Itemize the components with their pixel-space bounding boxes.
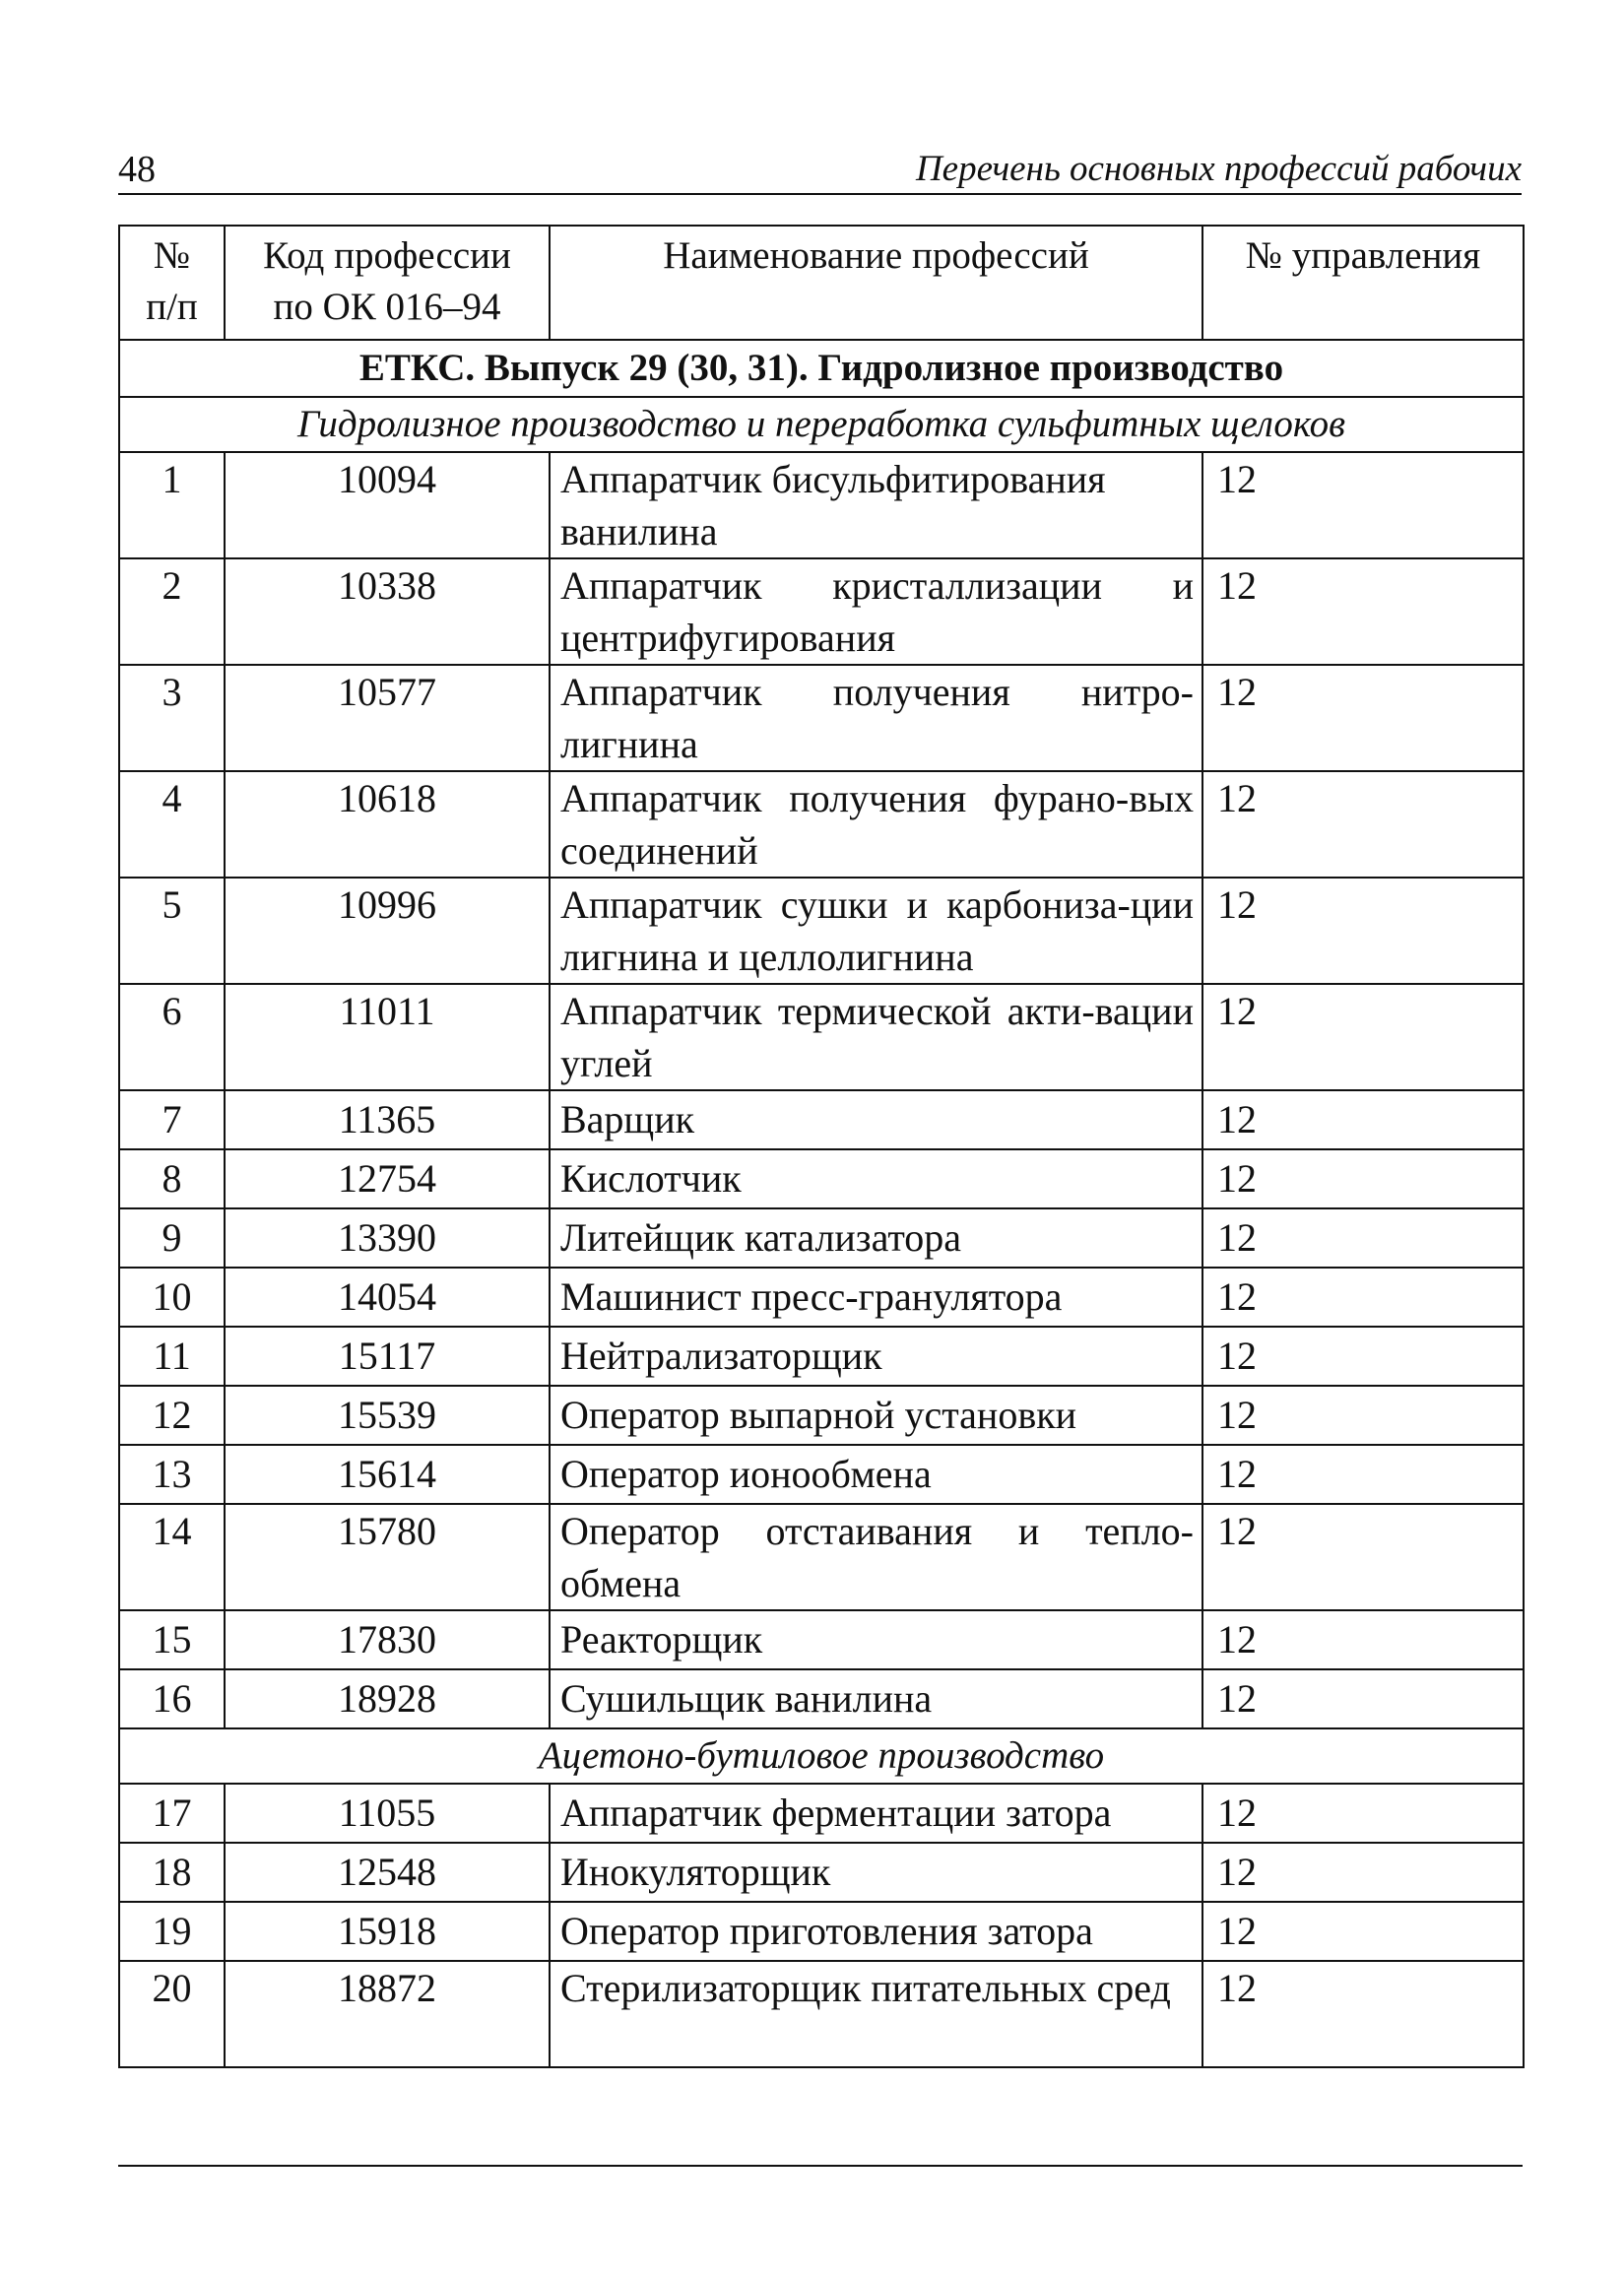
issue-title: ЕТКС. Выпуск 29 (30, 31). Гидролизное производство <box>119 340 1524 397</box>
row-dept: 12 <box>1202 1090 1524 1149</box>
row-num: 2 <box>119 558 225 665</box>
row-name: Литейщик катализатора <box>550 1208 1202 1268</box>
row-num: 17 <box>119 1784 225 1843</box>
row-num: 14 <box>119 1504 225 1610</box>
row-dept: 12 <box>1202 452 1524 558</box>
row-name: Оператор приготовления затора <box>550 1902 1202 1961</box>
row-name: Кислотчик <box>550 1149 1202 1208</box>
row-code: 18872 <box>225 1961 550 2067</box>
row-code: 15780 <box>225 1504 550 1610</box>
row-dept: 12 <box>1202 1610 1524 1669</box>
row-dept: 12 <box>1202 1445 1524 1504</box>
row-dept: 12 <box>1202 1784 1524 1843</box>
row-num: 6 <box>119 984 225 1090</box>
row-name: Оператор выпарной установки <box>550 1386 1202 1445</box>
row-name: Аппаратчик получения фурано-вых соединений <box>550 771 1202 878</box>
row-dept: 12 <box>1202 1504 1524 1610</box>
table-row <box>119 1669 1524 1728</box>
row-num: 11 <box>119 1327 225 1386</box>
table-row <box>119 452 1524 558</box>
row-code: 11365 <box>225 1090 550 1149</box>
row-num: 3 <box>119 665 225 771</box>
section-row <box>119 1728 1524 1784</box>
row-num: 1 <box>119 452 225 558</box>
column-header-num-line2: п/п <box>146 286 198 328</box>
row-dept: 12 <box>1202 1669 1524 1728</box>
row-num: 9 <box>119 1208 225 1268</box>
row-dept: 12 <box>1202 771 1524 878</box>
row-name: Инокуляторщик <box>550 1843 1202 1902</box>
row-name: Аппаратчик кристаллизации и центрифугирования <box>550 558 1202 665</box>
row-name: Аппаратчик бисульфитирования ванилина <box>550 452 1202 558</box>
column-header-code <box>225 226 550 340</box>
row-code: 17830 <box>225 1610 550 1669</box>
table-row <box>119 558 1524 665</box>
row-code: 10094 <box>225 452 550 558</box>
row-num: 12 <box>119 1386 225 1445</box>
row-code: 10618 <box>225 771 550 878</box>
page-header <box>118 148 1522 195</box>
row-name: Сушильщик ванилина <box>550 1669 1202 1728</box>
table-row <box>119 1961 1524 2067</box>
column-header-code-line1: Код профессии <box>263 234 511 277</box>
row-code: 12548 <box>225 1843 550 1902</box>
row-code: 12754 <box>225 1149 550 1208</box>
table-row <box>119 1208 1524 1268</box>
row-name: Стерилизаторщик питательных сред <box>550 1961 1202 2067</box>
row-name: Реакторщик <box>550 1610 1202 1669</box>
table-row <box>119 1327 1524 1386</box>
table-row <box>119 1090 1524 1149</box>
column-header-code-line2: по ОК 016–94 <box>273 286 501 328</box>
row-name: Оператор отстаивания и тепло-обмена <box>550 1504 1202 1610</box>
row-name: Нейтрализаторщик <box>550 1327 1202 1386</box>
row-dept: 12 <box>1202 1327 1524 1386</box>
row-num: 13 <box>119 1445 225 1504</box>
row-num: 19 <box>119 1902 225 1961</box>
row-num: 10 <box>119 1268 225 1327</box>
running-title: Перечень основных профессий рабочих <box>915 149 1522 189</box>
section-title: Ацетоно-бутиловое производство <box>119 1728 1524 1784</box>
column-header-dept: № управления <box>1202 226 1524 340</box>
column-header-name: Наименование профессий <box>550 226 1202 340</box>
row-dept: 12 <box>1202 1843 1524 1902</box>
row-dept: 12 <box>1202 1386 1524 1445</box>
section-title: Гидролизное производство и переработка сульфитных щелоков <box>119 397 1524 452</box>
row-code: 15539 <box>225 1386 550 1445</box>
table-row <box>119 1902 1524 1961</box>
row-code: 11055 <box>225 1784 550 1843</box>
table-row <box>119 1386 1524 1445</box>
table-row <box>119 878 1524 984</box>
row-dept: 12 <box>1202 984 1524 1090</box>
table-row <box>119 1445 1524 1504</box>
row-name: Машинист пресс-гранулятора <box>550 1268 1202 1327</box>
table-row <box>119 1504 1524 1610</box>
footer-rule <box>118 2165 1523 2167</box>
row-name: Аппаратчик получения нитро-лигнина <box>550 665 1202 771</box>
row-num: 5 <box>119 878 225 984</box>
row-dept: 12 <box>1202 878 1524 984</box>
row-name: Варщик <box>550 1090 1202 1149</box>
row-code: 10577 <box>225 665 550 771</box>
row-num: 18 <box>119 1843 225 1902</box>
row-code: 10338 <box>225 558 550 665</box>
row-code: 15918 <box>225 1902 550 1961</box>
row-dept: 12 <box>1202 1961 1524 2067</box>
column-header-num-line1: № <box>153 234 191 277</box>
row-num: 7 <box>119 1090 225 1149</box>
section-row <box>119 397 1524 452</box>
row-code: 15117 <box>225 1327 550 1386</box>
table-row <box>119 1610 1524 1669</box>
row-code: 18928 <box>225 1669 550 1728</box>
row-dept: 12 <box>1202 558 1524 665</box>
row-code: 14054 <box>225 1268 550 1327</box>
table-row <box>119 665 1524 771</box>
row-dept: 12 <box>1202 1268 1524 1327</box>
table-row <box>119 771 1524 878</box>
row-code: 15614 <box>225 1445 550 1504</box>
table-row <box>119 1149 1524 1208</box>
row-name: Аппаратчик ферментации затора <box>550 1784 1202 1843</box>
professions-table <box>118 225 1525 2068</box>
row-dept: 12 <box>1202 1149 1524 1208</box>
row-dept: 12 <box>1202 1208 1524 1268</box>
row-dept: 12 <box>1202 665 1524 771</box>
row-code: 10996 <box>225 878 550 984</box>
row-num: 20 <box>119 1961 225 2067</box>
row-num: 4 <box>119 771 225 878</box>
column-header-num <box>119 226 225 340</box>
row-num: 16 <box>119 1669 225 1728</box>
table-header-row <box>119 226 1524 340</box>
row-name: Аппаратчик термической акти-вации углей <box>550 984 1202 1090</box>
row-name: Оператор ионообмена <box>550 1445 1202 1504</box>
table-row <box>119 984 1524 1090</box>
row-name: Аппаратчик сушки и карбониза-ции лигнина и целлолигнина <box>550 878 1202 984</box>
table-row <box>119 1784 1524 1843</box>
row-num: 8 <box>119 1149 225 1208</box>
page-number: 48 <box>118 149 156 190</box>
table-row <box>119 1843 1524 1902</box>
table-row <box>119 1268 1524 1327</box>
row-code: 13390 <box>225 1208 550 1268</box>
row-code: 11011 <box>225 984 550 1090</box>
row-dept: 12 <box>1202 1902 1524 1961</box>
row-num: 15 <box>119 1610 225 1669</box>
issue-title-row <box>119 340 1524 397</box>
